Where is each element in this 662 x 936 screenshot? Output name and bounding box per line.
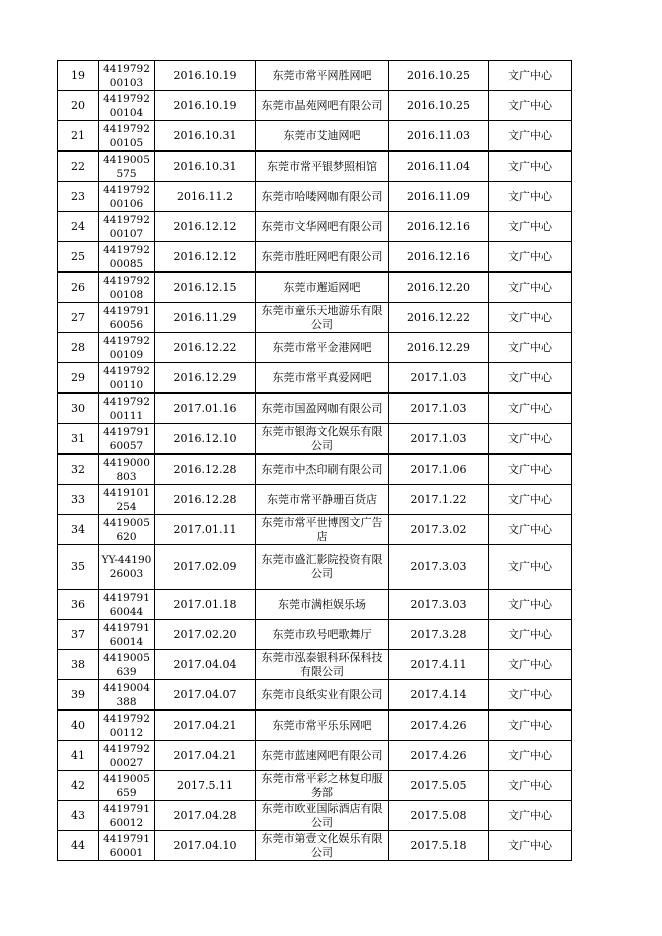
license-code-cell: 441979200109 bbox=[99, 333, 155, 363]
issue-date-cell: 2017.5.18 bbox=[389, 831, 489, 861]
application-date-cell: 2016.12.10 bbox=[155, 424, 256, 455]
row-number-cell: 41 bbox=[58, 741, 99, 771]
department-cell: 文广中心 bbox=[489, 272, 572, 303]
department-cell: 文广中心 bbox=[489, 515, 572, 545]
application-date-cell: 2017.02.20 bbox=[155, 620, 256, 650]
license-code-cell: 4419005575 bbox=[99, 151, 155, 182]
row-number-cell: 36 bbox=[58, 590, 99, 620]
company-name-cell: 东莞市满柜娱乐场 bbox=[256, 590, 389, 620]
row-number-cell: 35 bbox=[58, 545, 99, 590]
application-date-cell: 2017.01.11 bbox=[155, 515, 256, 545]
department-cell: 文广中心 bbox=[489, 212, 572, 242]
company-name-cell: 东莞市第壹文化娱乐有限公司 bbox=[256, 831, 389, 861]
company-name-cell: 东莞市哈喽网咖有限公司 bbox=[256, 182, 389, 212]
table-row bbox=[58, 121, 572, 152]
license-code-cell: 441979200105 bbox=[99, 121, 155, 152]
issue-date-cell: 2016.11.03 bbox=[389, 121, 489, 152]
row-number-cell: 20 bbox=[58, 91, 99, 121]
license-code-cell: 441979160057 bbox=[99, 424, 155, 455]
issue-date-cell: 2017.1.03 bbox=[389, 393, 489, 424]
issue-date-cell: 2017.4.26 bbox=[389, 741, 489, 771]
issue-date-cell: 2017.3.03 bbox=[389, 545, 489, 590]
application-date-cell: 2016.11.2 bbox=[155, 182, 256, 212]
application-date-cell: 2016.12.22 bbox=[155, 333, 256, 363]
license-code-cell: 441979200112 bbox=[99, 710, 155, 741]
application-date-cell: 2017.02.09 bbox=[155, 545, 256, 590]
department-cell: 文广中心 bbox=[489, 91, 572, 121]
row-number-cell: 26 bbox=[58, 272, 99, 303]
issue-date-cell: 2016.11.09 bbox=[389, 182, 489, 212]
table-row bbox=[58, 710, 572, 741]
license-code-cell: 441979200106 bbox=[99, 182, 155, 212]
license-code-cell: 441979200108 bbox=[99, 272, 155, 303]
issue-date-cell: 2017.1.03 bbox=[389, 363, 489, 394]
company-name-cell: 东莞市银海文化娱乐有限公司 bbox=[256, 424, 389, 455]
application-date-cell: 2016.12.12 bbox=[155, 212, 256, 242]
row-number-cell: 43 bbox=[58, 801, 99, 831]
company-name-cell: 东莞市蓝速网吧有限公司 bbox=[256, 741, 389, 771]
company-name-cell: 东莞市常平世博图文广告店 bbox=[256, 515, 389, 545]
row-number-cell: 28 bbox=[58, 333, 99, 363]
row-number-cell: 27 bbox=[58, 303, 99, 333]
license-code-cell: 441979160001 bbox=[99, 831, 155, 861]
table-row bbox=[58, 650, 572, 680]
license-code-cell: 441979200027 bbox=[99, 741, 155, 771]
issue-date-cell: 2016.11.04 bbox=[389, 151, 489, 182]
table-row bbox=[58, 151, 572, 182]
issue-date-cell: 2017.4.14 bbox=[389, 680, 489, 711]
table-row bbox=[58, 515, 572, 545]
row-number-cell: 33 bbox=[58, 485, 99, 515]
license-code-cell: 441979200085 bbox=[99, 242, 155, 273]
row-number-cell: 29 bbox=[58, 363, 99, 394]
table-row bbox=[58, 424, 572, 455]
company-name-cell: 东莞市艾迪网吧 bbox=[256, 121, 389, 152]
department-cell: 文广中心 bbox=[489, 333, 572, 363]
application-date-cell: 2017.01.16 bbox=[155, 393, 256, 424]
table-row bbox=[58, 91, 572, 121]
application-date-cell: 2016.12.28 bbox=[155, 485, 256, 515]
row-number-cell: 40 bbox=[58, 710, 99, 741]
department-cell: 文广中心 bbox=[489, 680, 572, 711]
issue-date-cell: 2017.3.28 bbox=[389, 620, 489, 650]
application-date-cell: 2017.01.18 bbox=[155, 590, 256, 620]
company-name-cell: 东莞市泓泰银科环保科技有限公司 bbox=[256, 650, 389, 680]
department-cell: 文广中心 bbox=[489, 303, 572, 333]
license-code-cell: 441979200110 bbox=[99, 363, 155, 394]
department-cell: 文广中心 bbox=[489, 771, 572, 801]
department-cell: 文广中心 bbox=[489, 151, 572, 182]
issue-date-cell: 2017.4.26 bbox=[389, 710, 489, 741]
license-code-cell: 441979200103 bbox=[99, 61, 155, 91]
license-code-cell: 441979200104 bbox=[99, 91, 155, 121]
row-number-cell: 42 bbox=[58, 771, 99, 801]
row-number-cell: 34 bbox=[58, 515, 99, 545]
company-name-cell: 东莞市玖号吧歌舞厅 bbox=[256, 620, 389, 650]
application-date-cell: 2016.10.19 bbox=[155, 91, 256, 121]
department-cell: 文广中心 bbox=[489, 454, 572, 485]
department-cell: 文广中心 bbox=[489, 61, 572, 91]
row-number-cell: 32 bbox=[58, 454, 99, 485]
license-code-cell: 4419005620 bbox=[99, 515, 155, 545]
department-cell: 文广中心 bbox=[489, 485, 572, 515]
table-row bbox=[58, 242, 572, 273]
license-code-cell: 441979160056 bbox=[99, 303, 155, 333]
company-name-cell: 东莞市文华网吧有限公司 bbox=[256, 212, 389, 242]
issue-date-cell: 2016.12.22 bbox=[389, 303, 489, 333]
records-table-body bbox=[58, 61, 572, 861]
application-date-cell: 2016.10.19 bbox=[155, 61, 256, 91]
company-name-cell: 东莞市常平银梦照相馆 bbox=[256, 151, 389, 182]
row-number-cell: 19 bbox=[58, 61, 99, 91]
issue-date-cell: 2017.4.11 bbox=[389, 650, 489, 680]
issue-date-cell: 2017.1.22 bbox=[389, 485, 489, 515]
department-cell: 文广中心 bbox=[489, 393, 572, 424]
issue-date-cell: 2017.3.03 bbox=[389, 590, 489, 620]
company-name-cell: 东莞市常平乐乐网吧 bbox=[256, 710, 389, 741]
table-row bbox=[58, 454, 572, 485]
row-number-cell: 30 bbox=[58, 393, 99, 424]
row-number-cell: 31 bbox=[58, 424, 99, 455]
table-row bbox=[58, 801, 572, 831]
row-number-cell: 21 bbox=[58, 121, 99, 152]
application-date-cell: 2016.11.29 bbox=[155, 303, 256, 333]
table-row bbox=[58, 680, 572, 711]
company-name-cell: 东莞市国盈网咖有限公司 bbox=[256, 393, 389, 424]
table-row bbox=[58, 333, 572, 363]
row-number-cell: 22 bbox=[58, 151, 99, 182]
application-date-cell: 2017.04.10 bbox=[155, 831, 256, 861]
table-row bbox=[58, 272, 572, 303]
department-cell: 文广中心 bbox=[489, 620, 572, 650]
row-number-cell: 23 bbox=[58, 182, 99, 212]
department-cell: 文广中心 bbox=[489, 831, 572, 861]
license-code-cell: 441979160012 bbox=[99, 801, 155, 831]
license-code-cell: 4419004388 bbox=[99, 680, 155, 711]
application-date-cell: 2017.04.04 bbox=[155, 650, 256, 680]
table-row bbox=[58, 61, 572, 91]
issue-date-cell: 2016.10.25 bbox=[389, 61, 489, 91]
table-row bbox=[58, 485, 572, 515]
application-date-cell: 2016.12.15 bbox=[155, 272, 256, 303]
table-row bbox=[58, 590, 572, 620]
department-cell: 文广中心 bbox=[489, 801, 572, 831]
row-number-cell: 38 bbox=[58, 650, 99, 680]
company-name-cell: 东莞市邂逅网吧 bbox=[256, 272, 389, 303]
application-date-cell: 2016.10.31 bbox=[155, 151, 256, 182]
issue-date-cell: 2017.5.08 bbox=[389, 801, 489, 831]
license-code-cell: 441979160014 bbox=[99, 620, 155, 650]
table-row bbox=[58, 363, 572, 394]
row-number-cell: 25 bbox=[58, 242, 99, 273]
department-cell: 文广中心 bbox=[489, 741, 572, 771]
company-name-cell: 东莞市常平彩之林复印服务部 bbox=[256, 771, 389, 801]
issue-date-cell: 2017.3.02 bbox=[389, 515, 489, 545]
issue-date-cell: 2016.12.16 bbox=[389, 212, 489, 242]
department-cell: 文广中心 bbox=[489, 545, 572, 590]
company-name-cell: 东莞市常平金港网吧 bbox=[256, 333, 389, 363]
table-row bbox=[58, 831, 572, 861]
table-row bbox=[58, 393, 572, 424]
department-cell: 文广中心 bbox=[489, 363, 572, 394]
license-code-cell: 441979200111 bbox=[99, 393, 155, 424]
application-date-cell: 2016.12.29 bbox=[155, 363, 256, 394]
license-code-cell: 4419101254 bbox=[99, 485, 155, 515]
row-number-cell: 39 bbox=[58, 680, 99, 711]
company-name-cell: 东莞市盛汇影院投资有限公司 bbox=[256, 545, 389, 590]
department-cell: 文广中心 bbox=[489, 242, 572, 273]
department-cell: 文广中心 bbox=[489, 650, 572, 680]
company-name-cell: 东莞市常平网胜网吧 bbox=[256, 61, 389, 91]
company-name-cell: 东莞市胜旺网吧有限公司 bbox=[256, 242, 389, 273]
issue-date-cell: 2016.12.20 bbox=[389, 272, 489, 303]
license-code-cell: 441979160044 bbox=[99, 590, 155, 620]
application-date-cell: 2017.04.21 bbox=[155, 710, 256, 741]
company-name-cell: 东莞市良纸实业有限公司 bbox=[256, 680, 389, 711]
table-row bbox=[58, 741, 572, 771]
issue-date-cell: 2016.12.29 bbox=[389, 333, 489, 363]
application-date-cell: 2016.12.28 bbox=[155, 454, 256, 485]
department-cell: 文广中心 bbox=[489, 182, 572, 212]
row-number-cell: 24 bbox=[58, 212, 99, 242]
issue-date-cell: 2016.12.16 bbox=[389, 242, 489, 273]
company-name-cell: 东莞市中杰印刷有限公司 bbox=[256, 454, 389, 485]
row-number-cell: 44 bbox=[58, 831, 99, 861]
license-code-cell: 4419005639 bbox=[99, 650, 155, 680]
application-date-cell: 2017.04.21 bbox=[155, 741, 256, 771]
company-name-cell: 东莞市童乐天地游乐有限公司 bbox=[256, 303, 389, 333]
company-name-cell: 东莞市常平静珊百货店 bbox=[256, 485, 389, 515]
department-cell: 文广中心 bbox=[489, 590, 572, 620]
company-name-cell: 东莞市常平真爱网吧 bbox=[256, 363, 389, 394]
table-row bbox=[58, 545, 572, 590]
application-date-cell: 2016.12.12 bbox=[155, 242, 256, 273]
department-cell: 文广中心 bbox=[489, 121, 572, 152]
license-code-cell: 4419000803 bbox=[99, 454, 155, 485]
department-cell: 文广中心 bbox=[489, 424, 572, 455]
table-row bbox=[58, 771, 572, 801]
issue-date-cell: 2017.1.06 bbox=[389, 454, 489, 485]
license-code-cell: 4419005659 bbox=[99, 771, 155, 801]
row-number-cell: 37 bbox=[58, 620, 99, 650]
application-date-cell: 2017.5.11 bbox=[155, 771, 256, 801]
table-row bbox=[58, 212, 572, 242]
application-date-cell: 2017.04.07 bbox=[155, 680, 256, 711]
application-date-cell: 2016.10.31 bbox=[155, 121, 256, 152]
issue-date-cell: 2017.5.05 bbox=[389, 771, 489, 801]
issue-date-cell: 2016.10.25 bbox=[389, 91, 489, 121]
records-table bbox=[57, 60, 572, 861]
license-code-cell: 441979200107 bbox=[99, 212, 155, 242]
table-row bbox=[58, 182, 572, 212]
company-name-cell: 东莞市晶苑网吧有限公司 bbox=[256, 91, 389, 121]
department-cell: 文广中心 bbox=[489, 710, 572, 741]
application-date-cell: 2017.04.28 bbox=[155, 801, 256, 831]
table-row bbox=[58, 620, 572, 650]
table-row bbox=[58, 303, 572, 333]
license-code-cell: YY-4419026003 bbox=[99, 545, 155, 590]
issue-date-cell: 2017.1.03 bbox=[389, 424, 489, 455]
company-name-cell: 东莞市欧亚国际酒店有限公司 bbox=[256, 801, 389, 831]
